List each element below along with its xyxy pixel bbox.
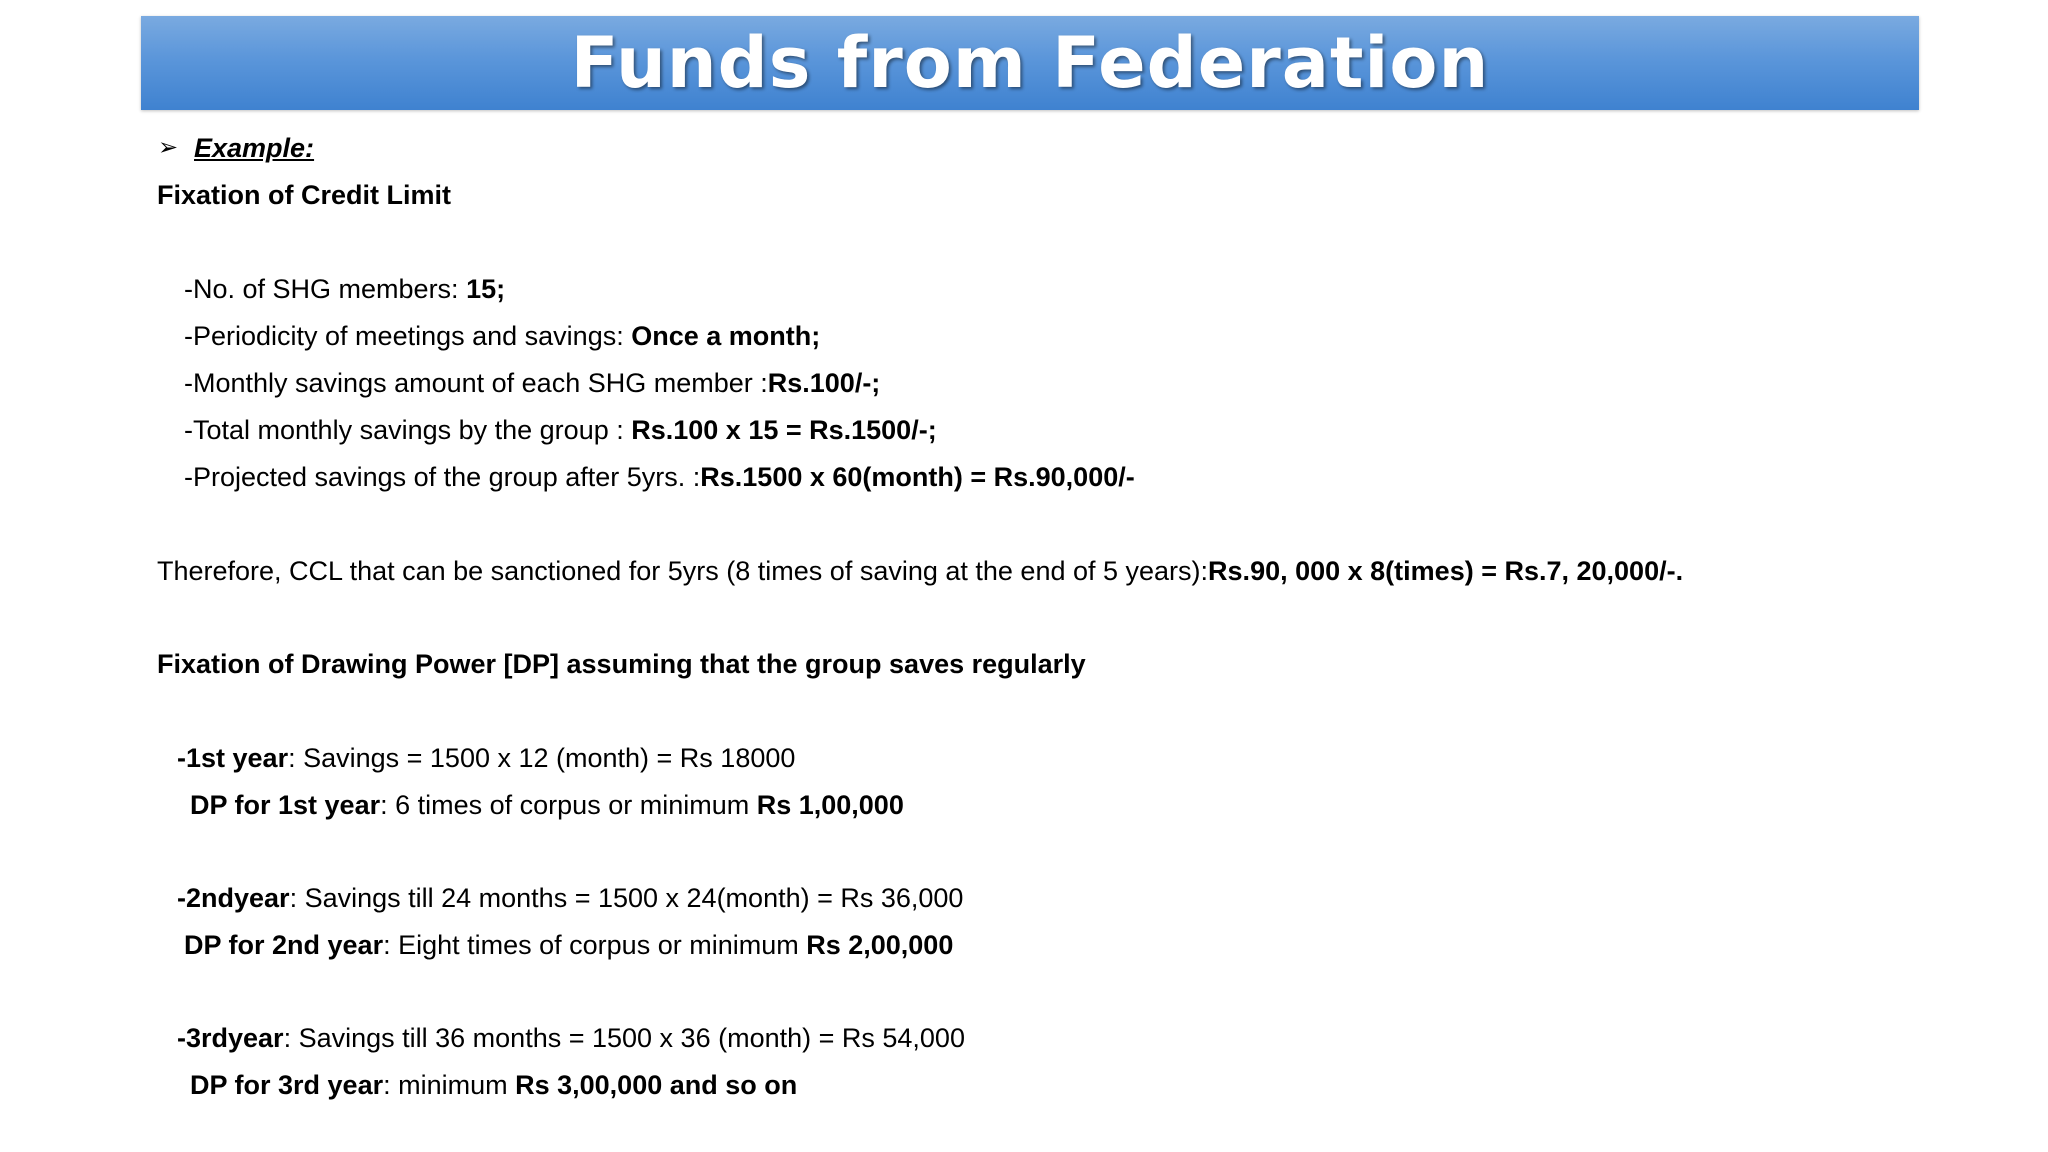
year-savings-text: : Savings = 1500 x 12 (month) = Rs 18000 [288, 743, 796, 773]
year-savings-label: -1st year [177, 743, 289, 773]
item-value: 15; [466, 274, 506, 304]
item-label: -No. of SHG members: [184, 274, 467, 304]
year-savings-label: -3rdyear [177, 1023, 284, 1053]
year-dp-line [190, 787, 904, 823]
item-label: -Projected savings of the group after 5yrs. : [184, 462, 701, 492]
year-dp-label: DP for 1st year [190, 790, 381, 820]
year-dp-text: : Eight times of corpus or minimum [383, 930, 807, 960]
example-row [158, 130, 314, 166]
year-dp-line [190, 1067, 797, 1103]
year-savings-line [177, 740, 795, 776]
item-label: -Total monthly savings by the group : [184, 415, 632, 445]
year-dp-value: Rs 2,00,000 [806, 930, 954, 960]
year-savings-text: : Savings till 24 months = 1500 x 24(month) = Rs 36,000 [289, 883, 964, 913]
year-savings-line [177, 880, 963, 916]
item-label: -Monthly savings amount of each SHG member : [184, 368, 768, 398]
year-savings-label: -2ndyear [177, 883, 290, 913]
credit-limit-item [184, 365, 880, 401]
year-savings-text: : Savings till 36 months = 1500 x 36 (month) = Rs 54,000 [283, 1023, 965, 1053]
item-value: Rs.1500 x 60(month) = Rs.90,000/- [700, 462, 1135, 492]
credit-limit-item [184, 459, 1135, 495]
year-dp-line [184, 927, 953, 963]
item-value: Rs.100/-; [767, 368, 881, 398]
item-value: Once a month; [631, 321, 821, 351]
slide-title: Funds from Federation [570, 22, 1490, 104]
therefore-line [157, 553, 1683, 589]
credit-limit-heading: Fixation of Credit Limit [157, 180, 451, 210]
credit-limit-item [184, 318, 820, 354]
item-value: Rs.100 x 15 = Rs.1500/-; [631, 415, 937, 445]
year-dp-text: : minimum [383, 1070, 516, 1100]
year-savings-line [177, 1020, 965, 1056]
example-label: Example: [194, 133, 315, 163]
year-dp-text: : 6 times of corpus or minimum [380, 790, 757, 820]
year-dp-value: Rs 3,00,000 and so on [515, 1070, 798, 1100]
item-label: -Periodicity of meetings and savings: [184, 321, 632, 351]
credit-limit-item [184, 271, 505, 307]
drawing-power-heading: Fixation of Drawing Power [DP] assuming that the group saves regularly [157, 649, 1086, 679]
arrow-bullet-icon: ➢ [158, 134, 179, 161]
year-dp-label: DP for 2nd year [184, 930, 384, 960]
credit-limit-item [184, 412, 937, 448]
year-dp-label: DP for 3rd year [190, 1070, 384, 1100]
therefore-value: Rs.90, 000 x 8(times) = Rs.7, 20,000/-. [1208, 556, 1684, 586]
year-dp-value: Rs 1,00,000 [756, 790, 904, 820]
therefore-text: Therefore, CCL that can be sanctioned for 5yrs (8 times of saving at the end of 5 years): [157, 556, 1209, 586]
